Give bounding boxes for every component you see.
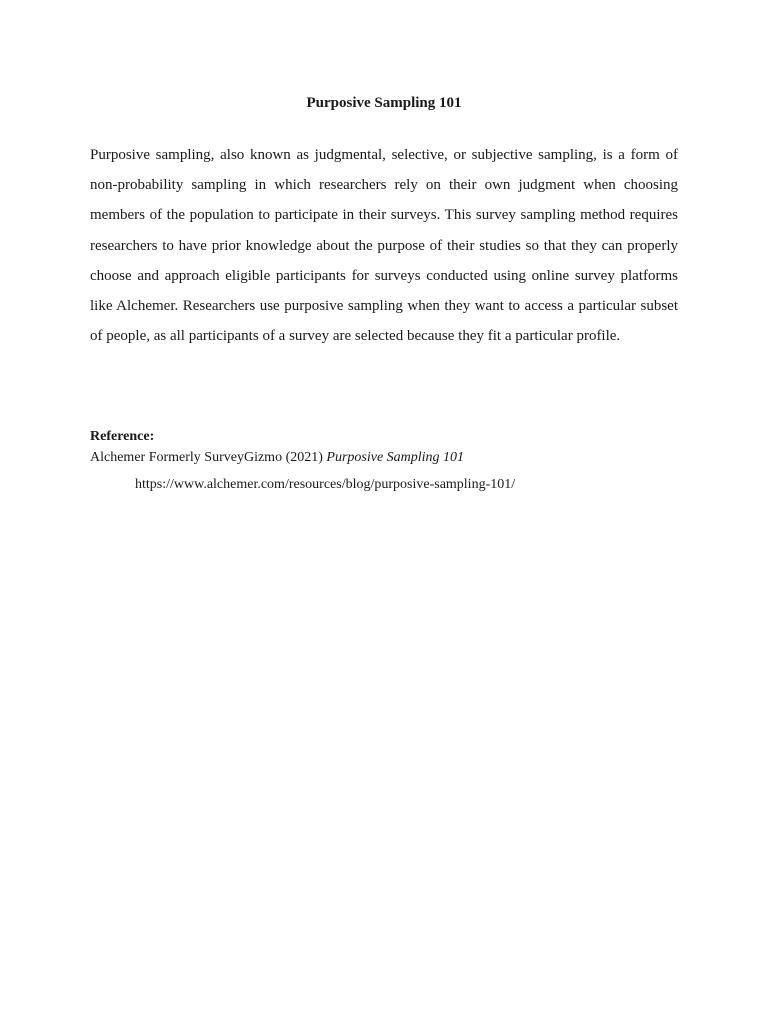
body-paragraph: Purposive sampling, also known as judgmental, selective, or subjective sampling, is a form of non-probability sampling in which researchers rely on their own judgment when choosing members of the population to participate in their surveys. This survey sampling method requires researchers to have prior knowledge about the purpose of their studies so that they can properly choose and approach eligible participants for surveys conducted using online survey platforms like Alchemer. Researchers use purposive sampling when they want to access a particular subset of people, as all participants of a survey are selected because they fit a particular profile. (90, 147, 678, 345)
reference-url: https://www.alchemer.com/resources/blog/purposive-sampling-101/ (135, 477, 516, 492)
reference-heading: Reference: (90, 429, 155, 444)
citation-author: Alchemer Formerly SurveyGizmo (2021) (90, 450, 327, 465)
citation-work-title: Purposive Sampling 101 (326, 450, 465, 465)
reference-citation (90, 448, 690, 468)
document-title: Purposive Sampling 101 (306, 95, 462, 111)
